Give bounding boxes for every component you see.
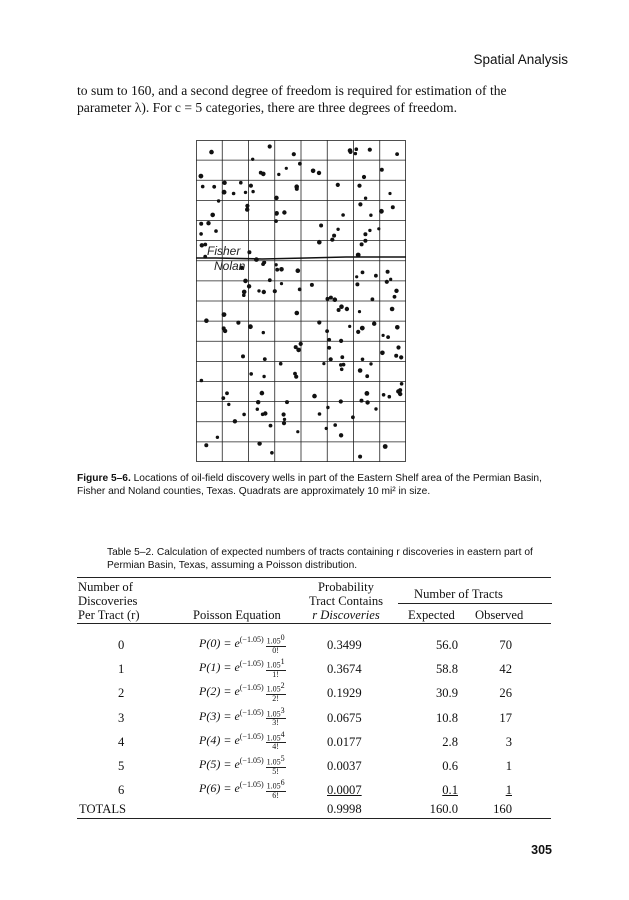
eq-numerator: [266, 634, 286, 647]
eq-p: P(6): [199, 781, 221, 796]
well-dot: [386, 335, 390, 339]
col-header-equation: Poisson Equation: [193, 608, 281, 622]
well-dot: [212, 185, 216, 189]
eq-p: P(4): [199, 732, 221, 747]
quadrat-grid: [196, 140, 406, 462]
eq-p: P(3): [199, 708, 221, 723]
well-dot: [285, 167, 288, 170]
cell-observed: 3: [505, 734, 512, 749]
cell-prob: 0.1929: [327, 686, 362, 701]
well-dot: [249, 372, 253, 376]
well-dot: [355, 282, 359, 286]
eq-numerator: [266, 755, 286, 768]
well-dot: [275, 268, 279, 272]
cell-expected: 2.8: [442, 734, 458, 749]
well-dot: [257, 289, 260, 292]
eq-p: P(5): [199, 757, 221, 772]
table-bottom-rule: [77, 818, 551, 819]
cell-r: 3: [118, 710, 125, 725]
well-dot: [257, 441, 261, 445]
table-caption: Table 5–2. Calculation of expected numbers of tracts containing r discoveries in eastern part of Permian Basin, Texas, assuming a Poisson distribution.: [107, 547, 533, 571]
eq-base: e: [234, 708, 240, 723]
well-dot: [382, 393, 386, 397]
well-dot: [361, 358, 365, 362]
cell-observed: 1: [505, 783, 512, 798]
well-dot: [209, 150, 214, 155]
well-dot: [368, 148, 372, 152]
well-dot: [396, 345, 400, 349]
well-dot: [358, 202, 362, 206]
well-dot: [204, 318, 209, 323]
well-dot: [279, 267, 284, 272]
eq-num-pow: 6: [280, 778, 285, 788]
well-dot: [245, 207, 249, 211]
well-dot: [345, 307, 349, 311]
cell-observed: 70: [499, 638, 512, 652]
poisson-equation: $P(5) = e^{(-1.05)}$ $\frac{1.05^5}{5!}$: [199, 754, 285, 776]
eq-base: e: [234, 660, 240, 675]
well-dot: [279, 362, 283, 366]
eq-num-base: 1.05: [266, 757, 281, 767]
well-dot: [311, 169, 316, 174]
eq-exp: (−1.05): [239, 756, 264, 766]
well-dot: [200, 379, 204, 383]
well-dot: [325, 427, 328, 430]
well-dot: [244, 191, 247, 194]
well-dot: [317, 240, 322, 245]
well-dot: [199, 222, 203, 226]
well-dot: [268, 144, 272, 148]
well-dot: [259, 171, 263, 175]
well-dot: [377, 227, 380, 230]
well-dot: [296, 430, 299, 433]
well-dot: [233, 419, 237, 423]
eq-base: e: [234, 757, 240, 772]
cell-prob: 0.0037: [327, 759, 362, 773]
cell-r: 1: [118, 662, 125, 677]
well-dot: [274, 196, 279, 201]
eq-exp: (−1.05): [239, 659, 264, 669]
poisson-equation: $P(6) = e^{(-1.05)}$ $\frac{1.05^6}{6!}$: [199, 778, 285, 800]
well-dot: [270, 451, 274, 455]
well-dot: [329, 296, 333, 300]
eq-num-pow: 0: [280, 633, 285, 642]
cell-expected: 56.0: [435, 638, 458, 652]
eq-num-base: 1.05: [266, 733, 281, 743]
eq-fraction: [266, 779, 286, 800]
well-dot: [336, 183, 340, 187]
cell-observed: 42: [499, 662, 512, 677]
well-dot: [374, 274, 378, 278]
cell-prob: 0.0675: [327, 710, 362, 725]
well-dot: [326, 297, 330, 301]
well-dot: [360, 399, 364, 403]
well-dot: [354, 152, 357, 155]
eq-exp: (−1.05): [239, 683, 264, 693]
well-dot: [357, 184, 361, 188]
totals-expected: 160.0: [429, 802, 458, 816]
eq-fraction: [266, 707, 286, 728]
well-dot: [245, 204, 249, 208]
eq-denominator: 0!: [272, 645, 279, 655]
eq-num-base: 1.05: [266, 660, 281, 670]
eq-denominator: 6!: [272, 790, 279, 800]
well-dot: [395, 152, 399, 156]
eq-exp: (−1.05): [239, 635, 264, 645]
well-dot: [199, 232, 203, 236]
nolan-county-label: Nolan: [214, 259, 246, 273]
well-dot: [340, 355, 344, 359]
well-dot: [396, 389, 400, 393]
well-dot: [369, 214, 372, 217]
eq-denominator: 1!: [272, 669, 279, 679]
well-dot: [339, 304, 344, 309]
cell-r: 0: [118, 638, 125, 652]
well-dot: [251, 190, 254, 193]
page-number: 305: [531, 843, 552, 857]
cell-r: 5: [118, 759, 125, 773]
well-dot: [339, 363, 343, 367]
well-dot: [239, 181, 243, 185]
well-dot: [374, 407, 377, 410]
well-dot: [210, 213, 215, 218]
well-dot: [339, 399, 343, 403]
well-dot: [333, 423, 337, 427]
well-dot: [351, 415, 355, 419]
well-dot: [206, 221, 210, 225]
well-dot: [371, 297, 375, 301]
eq-base: e: [234, 732, 240, 747]
well-dot: [333, 297, 338, 302]
well-dot: [391, 205, 395, 209]
well-dot: [325, 329, 329, 333]
well-dot: [388, 192, 391, 195]
eq-exp: (−1.05): [239, 707, 264, 717]
eq-denominator: 4!: [272, 742, 279, 752]
well-dot: [339, 433, 343, 437]
well-dot: [312, 394, 317, 399]
well-dot: [341, 213, 345, 217]
well-dot: [388, 395, 392, 399]
well-dot: [394, 354, 398, 358]
eq-fraction: [266, 634, 286, 655]
well-dot: [261, 262, 265, 266]
eq-denominator: 2!: [272, 694, 279, 704]
well-dot: [296, 268, 301, 273]
table-top-rule: [77, 577, 551, 578]
well-dot: [269, 424, 273, 428]
cell-expected: 30.9: [435, 686, 458, 701]
eq-p: P(1): [199, 660, 221, 675]
eq-fraction: [266, 755, 286, 776]
well-dot: [275, 212, 279, 216]
well-dot: [380, 168, 384, 172]
well-dot: [294, 345, 298, 349]
well-dot: [310, 283, 314, 287]
col-header-prob-3: r Discoveries: [312, 608, 380, 622]
well-dot: [222, 312, 227, 317]
cell-observed: 17: [499, 710, 512, 725]
well-dot: [262, 331, 265, 334]
well-dot: [360, 326, 365, 331]
well-dot: [348, 148, 353, 153]
eq-exp: (−1.05): [239, 780, 264, 790]
totals-prob: 0.9998: [327, 802, 362, 816]
well-dot: [379, 209, 384, 214]
well-dot: [243, 279, 248, 284]
well-dot: [399, 355, 403, 359]
well-dot: [273, 289, 277, 293]
well-dot: [390, 307, 395, 312]
well-dot: [274, 263, 277, 266]
eq-fraction: [266, 658, 286, 679]
well-dot: [332, 234, 336, 238]
well-dot: [277, 173, 280, 176]
well-dot: [204, 443, 208, 447]
col-header-group: Number of Tracts: [414, 587, 503, 601]
well-dot: [337, 308, 341, 312]
poisson-equation: $P(2) = e^{(-1.05)}$ $\frac{1.05^2}{2!}$: [199, 681, 285, 704]
col-header-observed: Observed: [475, 608, 524, 622]
well-dot: [294, 375, 298, 379]
well-dot: [358, 455, 362, 459]
well-dot: [358, 368, 363, 373]
well-dot: [330, 238, 334, 242]
well-dot: [282, 210, 286, 214]
well-dot: [382, 334, 385, 337]
header-bottom-rule: [77, 623, 551, 624]
col-header-prob-2: Tract Contains: [308, 594, 384, 608]
cell-prob: 0.0177: [327, 734, 362, 749]
well-dot: [394, 289, 398, 293]
eq-num-base: 1.05: [266, 685, 281, 695]
eq-num-pow: 1: [280, 657, 285, 667]
well-dot: [268, 278, 272, 282]
poisson-equation: $P(0) = e^{(-1.05)}$ $\frac{1.05^0}{0!}$: [199, 633, 285, 655]
well-dot: [201, 185, 205, 189]
well-dot: [242, 293, 246, 297]
well-dot: [282, 421, 286, 425]
well-dot: [339, 339, 343, 343]
well-dot: [295, 311, 300, 316]
well-dot: [386, 270, 390, 274]
col-header-r-3: Per Tract (r): [78, 608, 140, 622]
well-dot: [322, 362, 325, 365]
eq-p: P(0): [199, 636, 221, 651]
well-dot: [355, 275, 358, 278]
well-dot: [358, 310, 361, 313]
well-dot: [295, 187, 299, 191]
well-dot: [362, 175, 366, 179]
well-dot: [336, 228, 339, 231]
figure-caption: [77, 472, 553, 498]
well-dot: [380, 351, 385, 356]
fisher-county-label: Fisher: [207, 244, 241, 258]
cell-expected: 10.8: [435, 710, 458, 725]
eq-p: P(2): [199, 684, 221, 699]
well-dot: [221, 396, 225, 400]
well-dot: [251, 158, 254, 161]
well-dot: [355, 147, 359, 151]
well-dot: [200, 243, 204, 247]
well-dot: [280, 282, 283, 285]
well-location-map: [196, 140, 406, 462]
well-dot: [327, 346, 331, 350]
well-dot: [199, 174, 204, 179]
well-dot: [263, 357, 267, 361]
well-dot: [216, 436, 219, 439]
eq-num-pow: 5: [280, 754, 285, 763]
well-dot: [364, 197, 367, 200]
eq-base: e: [234, 781, 240, 796]
running-header: Spatial Analysis: [473, 52, 568, 67]
col-header-r-1: Number of: [78, 580, 133, 594]
cell-r: 2: [118, 686, 125, 701]
well-dot: [262, 375, 265, 378]
eq-num-pow: 2: [280, 681, 285, 691]
eq-fraction: [266, 682, 286, 703]
well-dot: [241, 354, 245, 358]
well-dot: [260, 391, 265, 396]
poisson-equation: $P(3) = e^{(-1.05)}$ $\frac{1.05^3}{3!}$: [199, 705, 285, 728]
well-dot: [249, 184, 253, 188]
cell-prob: 0.0007: [327, 783, 362, 798]
well-dot: [263, 411, 267, 415]
cell-expected: 0.1: [442, 783, 458, 798]
cell-prob: 0.3499: [327, 638, 362, 652]
eq-num-base: 1.05: [266, 636, 281, 646]
eq-num-base: 1.05: [266, 781, 281, 791]
well-dot: [400, 382, 404, 386]
well-dot: [326, 406, 329, 409]
well-dot: [247, 250, 251, 254]
well-dot: [318, 412, 322, 416]
cell-r: 6: [118, 783, 125, 798]
cell-observed: 26: [499, 686, 512, 701]
figure-caption-text: Locations of oil-field discovery wells in part of the Eastern Shelf area of the Permian Basin, Fisher and Noland counties, Texas. Quadrats are approximately 10 mi² in size.: [77, 473, 542, 497]
totals-label: TOTALS: [79, 802, 127, 816]
well-dot: [361, 271, 365, 275]
well-dot: [242, 413, 246, 417]
well-dot: [222, 181, 226, 185]
well-dot: [274, 219, 278, 223]
well-dot: [363, 232, 367, 236]
well-dot: [317, 320, 321, 324]
well-dot: [372, 322, 376, 326]
cell-expected: 58.8: [435, 662, 458, 677]
well-dot: [395, 325, 400, 330]
well-dot: [365, 400, 369, 404]
well-dot: [393, 295, 397, 299]
well-dot: [225, 391, 229, 395]
well-dot: [292, 152, 296, 156]
well-dot: [383, 444, 388, 449]
well-dot: [299, 342, 303, 346]
col-header-expected: Expected: [408, 608, 455, 622]
well-dot: [248, 324, 253, 329]
well-dot: [256, 408, 259, 411]
eq-num-pow: 3: [280, 705, 285, 715]
eq-denominator: 5!: [272, 766, 279, 776]
well-dot: [298, 288, 302, 292]
totals-observed: 160: [493, 802, 512, 816]
well-dot: [389, 278, 392, 281]
well-dot: [298, 162, 302, 166]
well-dot: [232, 192, 236, 196]
well-dot: [360, 242, 364, 246]
well-dot: [247, 284, 251, 288]
poisson-equation: $P(4) = e^{(-1.05)}$ $\frac{1.05^4}{4!}$: [199, 729, 285, 752]
eq-numerator: [266, 658, 286, 671]
well-dot: [348, 325, 351, 328]
well-dot: [262, 290, 266, 294]
well-dot: [317, 171, 321, 175]
well-dot: [214, 229, 218, 233]
well-dot: [329, 357, 333, 361]
well-dot: [227, 403, 230, 406]
cell-expected: 0.6: [442, 759, 458, 773]
well-dot: [385, 280, 389, 284]
eq-num-base: 1.05: [266, 709, 281, 719]
well-dot: [283, 418, 286, 421]
col-header-prob-1: Probability: [318, 580, 374, 594]
well-dot: [327, 338, 331, 342]
well-dot: [217, 199, 220, 202]
cell-r: 4: [118, 734, 125, 749]
body-paragraph: to sum to 160, and a second degree of freedom is required for estimation of the parameter λ). For c = 5 categories, there are three degrees of freedom.: [77, 83, 507, 115]
well-dot: [356, 330, 360, 334]
poisson-equation: $P(1) = e^{(-1.05)}$ $\frac{1.05^1}{1!}$: [199, 657, 285, 679]
eq-numerator: [266, 779, 286, 792]
eq-base: e: [234, 636, 240, 651]
well-dot: [256, 400, 260, 404]
eq-denominator: 3!: [272, 718, 279, 728]
group-header-rule: [398, 603, 552, 604]
well-dot: [282, 412, 286, 416]
well-dot: [368, 229, 371, 232]
eq-fraction: [266, 731, 286, 752]
cell-prob: 0.3674: [327, 662, 362, 677]
col-header-r-2: Discoveries: [78, 594, 138, 608]
figure-label: Figure 5–6.: [77, 473, 131, 484]
well-dot: [363, 239, 367, 243]
well-dot: [340, 368, 344, 372]
well-dot: [285, 400, 289, 404]
eq-base: e: [234, 684, 240, 699]
eq-num-pow: 4: [280, 729, 285, 739]
well-dot: [365, 391, 370, 396]
well-dot: [369, 362, 372, 365]
eq-exp: (−1.05): [239, 731, 264, 741]
well-dot: [222, 190, 227, 195]
well-dot: [365, 374, 369, 378]
cell-observed: 1: [505, 759, 512, 773]
well-dot: [319, 224, 323, 228]
well-dot: [236, 321, 240, 325]
well-dot: [223, 329, 227, 333]
